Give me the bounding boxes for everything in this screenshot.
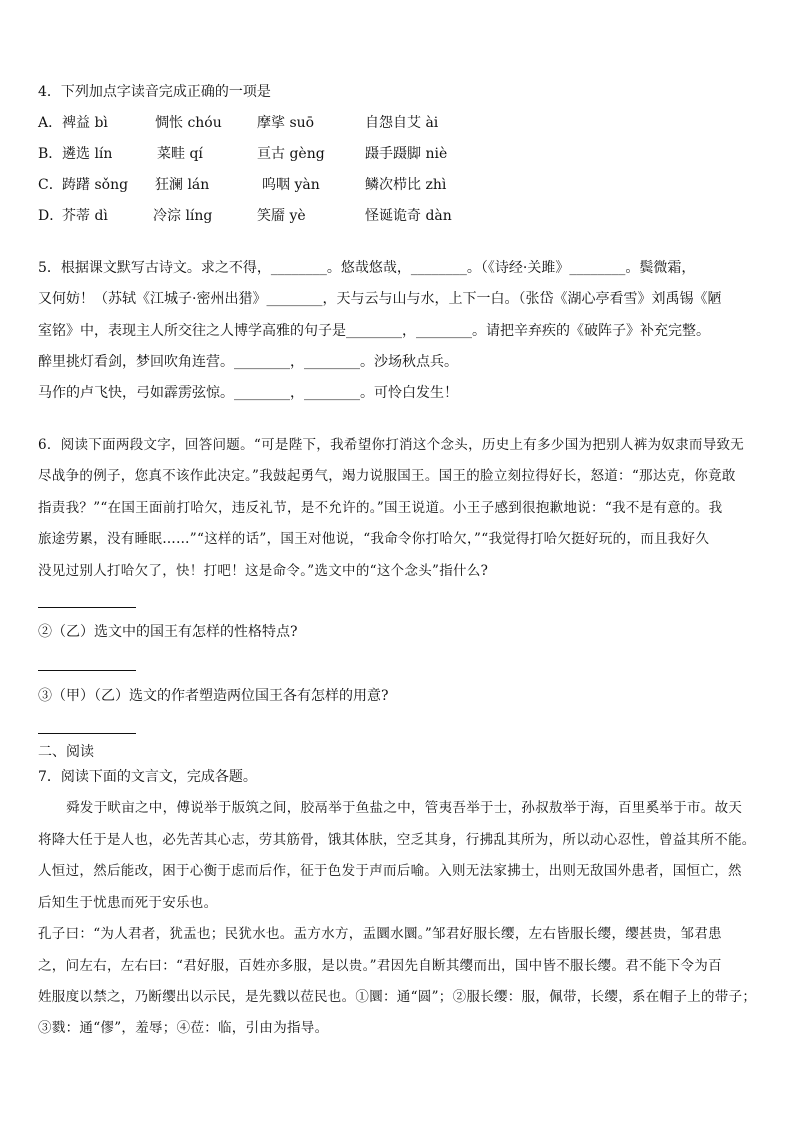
q6-line-5: 没见过别人打哈欠了，快！打吧！这是命令。”选文中的“这个念头”指什么? <box>38 563 489 579</box>
passage1-line-3: 人恒过，然后能改，困于心衡于虑而后作，征于色发于声而后喻。入则无法家拂士，出则无敌国外患者，国恒亡，然 <box>38 863 742 879</box>
q5-line-2: 又何妨！（苏轼《江城子·密州出猎》________，天与云与山与水，上下一白。（张岱《湖心亭看雪》刘禹锡《陋 <box>38 291 722 307</box>
option-item: 摩挲 suō <box>257 115 315 131</box>
q6-line-3: 指责我？”“在国王面前打哈欠，违反礼节，是不允许的。”国王说道。小王子感到很抱歉地说：“我不是有意的。我 <box>38 500 723 516</box>
option-item: 踌躇 sǒng <box>62 177 129 193</box>
q4-stem: 4．下列加点字读音完成正确的一项是 <box>38 84 271 100</box>
q6-sub2: ②（乙）选文中的国王有怎样的性格特点? <box>38 624 298 640</box>
q6-line-4: 旅途劳累，没有睡眠……”“这样的话”，国王对他说，“我命令你打哈欠，”“我觉得打哈欠挺好玩的，而且我好久 <box>38 531 710 547</box>
option-label: D． <box>38 208 64 224</box>
option-item: 亘古 gèng <box>257 146 325 162</box>
option-item: 惆怅 chóu <box>155 115 222 131</box>
passage2-line-2: 之，问左右，左右曰：“君好服，百姓亦多服，是以贵。”君因先自断其缨而出，国中皆不服长缨。君不能下令为百 <box>38 958 722 974</box>
option-item: 蹑手蹑脚 niè <box>365 146 448 162</box>
q5-line-5: 马作的卢飞快，弓如霹雳弦惊。________，________。可怜白发生！ <box>38 385 458 401</box>
q6-line-1: 6．阅读下面两段文字，回答问题。“可是陛下，我希望你打消这个念头，历史上有多少国为把别人裤为奴隶而导致无 <box>38 437 745 453</box>
option-item: 狂澜 lán <box>155 177 210 193</box>
passage1-line-1: 舜发于畎亩之中，傅说举于版筑之间，胶鬲举于鱼盐之中，管夷吾举于士，孙叔敖举于海，百里奚举于市。故天 <box>66 800 743 816</box>
option-item: 笑靥 yè <box>257 208 306 224</box>
q6-sub3: ③（甲）（乙）选文的作者塑造两位国王各有怎样的用意? <box>38 688 389 704</box>
option-item: 菜畦 qí <box>157 146 203 162</box>
passage2-line-1: 孔子曰：“为人君者，犹盂也；民犹水也。盂方水方，盂圜水圜。”邹君好服长缨，左右皆服长缨，缨甚贵，邹君患 <box>38 926 722 942</box>
q5-line-3: 室铭》中，表现主人所交往之人博学高雅的句子是________，________。请把辛弃疾的《破阵子》补充完整。 <box>38 323 710 339</box>
option-item: 怪诞诡奇 dàn <box>365 208 452 224</box>
option-item: 遴选 lín <box>62 146 113 162</box>
answer-line <box>38 670 136 671</box>
passage1-line-4: 后知生于忧患而死于安乐也。 <box>38 895 218 911</box>
option-label: A． <box>38 115 63 131</box>
option-label: C． <box>38 177 63 193</box>
passage2-line-3: 姓服度以禁之，乃断缨出以示民，是先戮以莅民也。①圜：通“圆”；②服长缨：服，佩带，长缨，系在帽子上的带子； <box>38 989 757 1005</box>
answer-line <box>38 607 136 608</box>
option-item: 自怨自艾 ài <box>365 115 439 131</box>
q5-line-1: 5．根据课文默写古诗文。求之不得，________。悠哉悠哉，________。（《诗经·关雎》________。鬓微霜， <box>38 260 696 276</box>
section-heading: 二、阅读 <box>38 744 94 760</box>
option-item: 裨益 bì <box>62 115 108 131</box>
q6-line-2: 尽战争的例子，您真不该作此决定。”我鼓起勇气，竭力说服国王。国王的脸立刻拉得好长，怒道：“那达克，你竟敢 <box>38 468 736 484</box>
q7-stem: 7．阅读下面的文言文，完成各题。 <box>38 769 257 785</box>
option-item: 呜咽 yàn <box>262 177 320 193</box>
option-item: 冷淙 líng <box>153 208 213 224</box>
answer-line <box>38 733 136 734</box>
passage2-line-4: ③戮：通“僇”，羞辱；④莅：临，引由为指导。 <box>38 1020 329 1036</box>
option-label: B． <box>38 146 63 162</box>
option-item: 芥蒂 dì <box>62 208 108 224</box>
option-item: 鳞次栉比 zhì <box>365 177 447 193</box>
q5-line-4: 醉里挑灯看剑，梦回吹角连营。________，________。沙场秋点兵。 <box>38 354 458 370</box>
passage1-line-2: 将降大任于是人也，必先苦其心志，劳其筋骨，饿其体肤，空乏其身，行拂乱其所为，所以动心忍性，曾益其所不能。 <box>38 832 756 848</box>
